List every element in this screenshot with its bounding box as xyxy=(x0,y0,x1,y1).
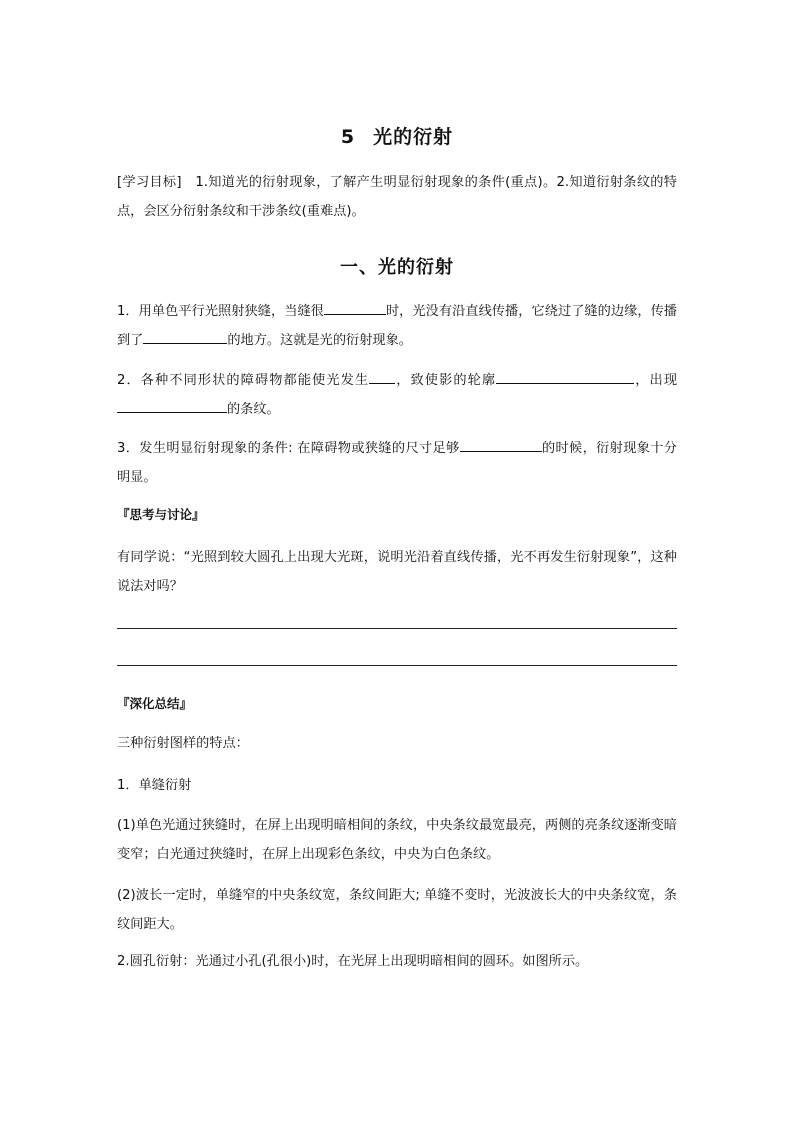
discussion-text: 有同学说：“光照到较大圆孔上出现大光斑，说明光沿着直线传播，光不再发生衍射现象”，这种说法对吗？ xyxy=(117,550,677,594)
q2-text-c: ，出现 xyxy=(634,373,678,388)
q1-text-a: 1．用单色平行光照射狭缝，当缝很 xyxy=(117,304,324,319)
question-1 xyxy=(117,297,677,355)
q2-text-a: 2．各种不同形状的障碍物都能使光发生 xyxy=(117,373,370,388)
fill-blank-3[interactable] xyxy=(369,369,395,384)
question-3 xyxy=(117,434,677,492)
q3-text-a: 3．发生明显衍射现象的条件: 在障碍物或狭缝的尺寸足够 xyxy=(117,441,460,456)
q3-text-b: 的时候，衍射现象十分明显。 xyxy=(117,441,677,485)
q1-text-c: 的地方。这就是光的衍射现象。 xyxy=(227,333,412,348)
section-title-diffraction: 一、光的衍射 xyxy=(340,257,454,278)
summary-intro: 三种衍射图样的特点： xyxy=(117,736,249,751)
answer-line-1[interactable] xyxy=(117,628,677,629)
summary-paragraph-2: (2)波长一定时，单缝窄的中央条纹宽，条纹间距大; 单缝不变时，光波波长大的中央条纹宽，条纹间距大。 xyxy=(117,888,677,932)
answer-line-2[interactable] xyxy=(117,665,677,666)
summary-paragraph-3: 2.圆孔衍射：光通过小孔(孔很小)时，在光屏上出现明暗相间的圆环。如图所示。 xyxy=(117,954,589,969)
learning-objectives: [学习目标] 1.知道光的衍射现象，了解产生明显衍射现象的条件(重点)。2.知道衍射条纹的特点，会区分衍射条纹和干涉条纹(重难点)。 xyxy=(117,175,677,219)
page-title xyxy=(0,122,794,149)
fill-blank-2[interactable] xyxy=(143,329,227,344)
summary-paragraph-1: (1)单色光通过狭缝时，在屏上出现明暗相间的条纹，中央条纹最宽最亮，两侧的亮条纹逐渐变暗变窄；白光通过狭缝时，在屏上出现彩色条纹，中央为白色条纹。 xyxy=(117,818,677,862)
q2-text-b: ，致使影的轮廓 xyxy=(395,373,497,388)
title-number: 5 xyxy=(340,126,356,148)
fill-blank-1[interactable] xyxy=(324,300,386,315)
q1-text-b: 时，光没有沿直线传播，它绕过了缝的边缘，传播到了 xyxy=(117,304,677,348)
question-2 xyxy=(117,366,677,424)
fill-blank-5[interactable] xyxy=(117,398,227,413)
title-text: 光的衍射 xyxy=(373,126,454,148)
fill-blank-4[interactable] xyxy=(496,369,634,384)
discussion-heading: 『思考与讨论』 xyxy=(117,507,205,522)
q2-text-d: 的条纹。 xyxy=(227,402,280,417)
summary-heading: 『深化总结』 xyxy=(117,696,193,711)
summary-sub-single-slit: 1．单缝衍射 xyxy=(117,778,192,793)
fill-blank-6[interactable] xyxy=(460,437,542,452)
